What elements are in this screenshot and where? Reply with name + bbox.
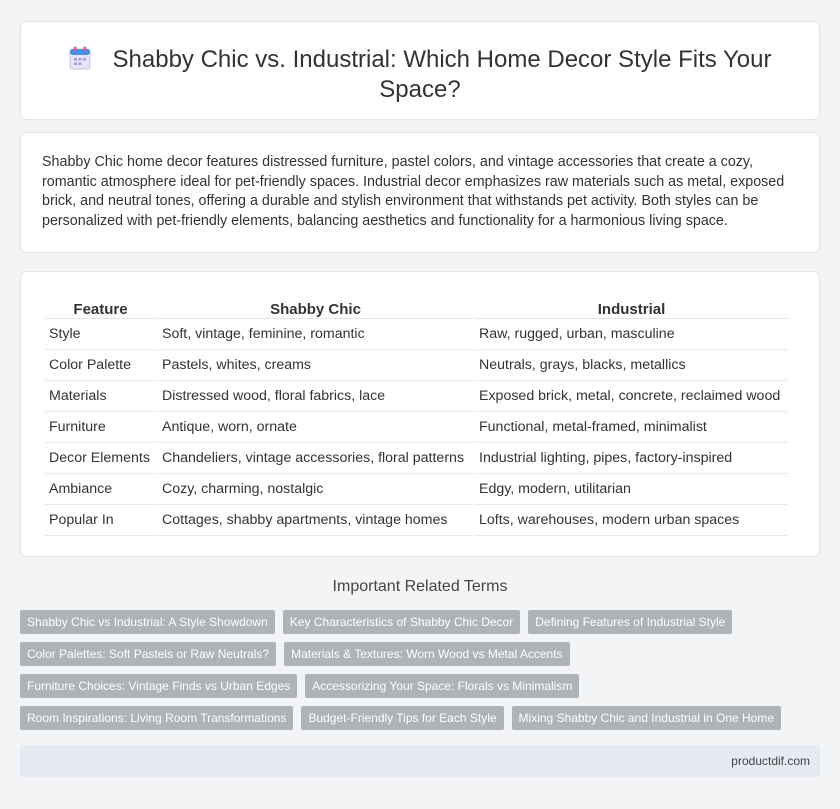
table-cell: Ambiance	[45, 474, 156, 505]
table-header-row	[45, 296, 788, 319]
page-title-wrap	[61, 45, 779, 105]
related-term-tag[interactable]: Budget-Friendly Tips for Each Style	[301, 706, 503, 730]
tag-row	[20, 674, 800, 698]
table-cell: Materials	[45, 381, 156, 412]
table-row	[45, 381, 788, 412]
table-cell: Distressed wood, floral fabrics, lace	[158, 381, 473, 412]
intro-card	[20, 132, 820, 253]
calendar-icon	[69, 46, 91, 70]
related-terms-tags	[20, 610, 800, 738]
table-row	[45, 319, 788, 350]
footer	[20, 745, 820, 777]
table-cell: Functional, metal-framed, minimalist	[475, 412, 788, 443]
table-cell: Cottages, shabby apartments, vintage homes	[158, 505, 473, 536]
related-term-tag[interactable]: Color Palettes: Soft Pastels or Raw Neutrals?	[20, 642, 276, 666]
table-row	[45, 474, 788, 505]
related-terms-heading: Important Related Terms	[332, 578, 508, 595]
column-header-industrial: Industrial	[475, 296, 788, 319]
table-row	[45, 350, 788, 381]
related-term-tag[interactable]: Accessorizing Your Space: Florals vs Minimalism	[305, 674, 579, 698]
related-term-tag[interactable]: Defining Features of Industrial Style	[528, 610, 732, 634]
related-term-tag[interactable]: Materials & Textures: Worn Wood vs Metal Accents	[284, 642, 569, 666]
table-cell: Raw, rugged, urban, masculine	[475, 319, 788, 350]
related-term-tag[interactable]: Shabby Chic vs Industrial: A Style Showdown	[20, 610, 275, 634]
column-header-feature: Feature	[45, 296, 156, 319]
table-cell: Antique, worn, ornate	[158, 412, 473, 443]
table-cell: Pastels, whites, creams	[158, 350, 473, 381]
related-term-tag[interactable]: Room Inspirations: Living Room Transformations	[20, 706, 293, 730]
related-term-tag[interactable]: Mixing Shabby Chic and Industrial in One Home	[512, 706, 781, 730]
table-cell: Decor Elements	[45, 443, 156, 474]
title-card	[20, 21, 820, 120]
related-term-tag[interactable]: Furniture Choices: Vintage Finds vs Urban Edges	[20, 674, 297, 698]
table-cell: Industrial lighting, pipes, factory-inspired	[475, 443, 788, 474]
tag-row	[20, 642, 800, 666]
column-header-shabby-chic: Shabby Chic	[158, 296, 473, 319]
table-cell: Soft, vintage, feminine, romantic	[158, 319, 473, 350]
table-cell: Chandeliers, vintage accessories, floral patterns	[158, 443, 473, 474]
table-cell: Lofts, warehouses, modern urban spaces	[475, 505, 788, 536]
table-cell: Popular In	[45, 505, 156, 536]
intro-paragraph: Shabby Chic home decor features distressed furniture, pastel colors, and vintage accessories that create a cozy, romantic atmosphere ideal for pet-friendly spaces. Industrial decor emphasizes raw materials such as metal, exposed brick, and neutral tones, offering a durable and stylish environment that withstands pet activity. Both styles can be personalized with pet-friendly elements, balancing aesthetics and functionality for a harmonious living space.	[42, 154, 785, 229]
footer-brand[interactable]: productdif.com	[731, 754, 810, 768]
page-title: Shabby Chic vs. Industrial: Which Home Decor Style Fits Your Space?	[112, 46, 772, 103]
tag-row	[20, 706, 800, 730]
table-cell: Color Palette	[45, 350, 156, 381]
table-cell: Cozy, charming, nostalgic	[158, 474, 473, 505]
table-cell: Exposed brick, metal, concrete, reclaimed wood	[475, 381, 788, 412]
table-row	[45, 505, 788, 536]
table-row	[45, 443, 788, 474]
tag-row	[20, 610, 800, 634]
table-cell: Edgy, modern, utilitarian	[475, 474, 788, 505]
table-row	[45, 412, 788, 443]
table-cell: Neutrals, grays, blacks, metallics	[475, 350, 788, 381]
comparison-table	[43, 296, 790, 536]
table-cell: Style	[45, 319, 156, 350]
related-term-tag[interactable]: Key Characteristics of Shabby Chic Decor	[283, 610, 520, 634]
table-cell: Furniture	[45, 412, 156, 443]
comparison-card	[20, 271, 820, 557]
